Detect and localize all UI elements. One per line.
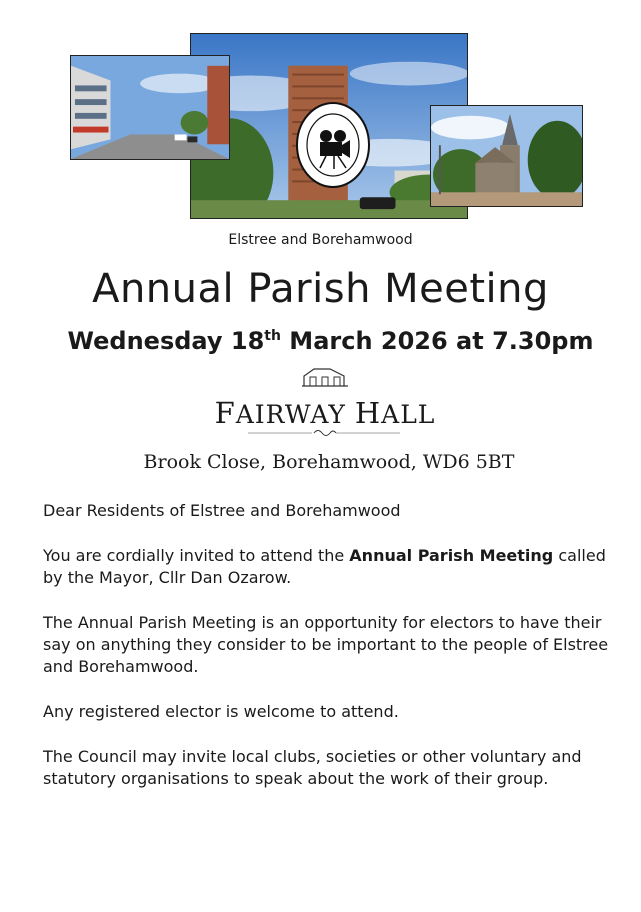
venue-initial-f: F bbox=[214, 396, 236, 430]
greeting-paragraph: Dear Residents of Elstree and Borehamwood bbox=[43, 501, 401, 520]
invite-pre: You are cordially invited to attend the bbox=[43, 546, 350, 565]
church-photo bbox=[430, 105, 583, 207]
date-rest: March 2026 at 7.30pm bbox=[280, 327, 594, 355]
shopping-street-photo bbox=[70, 55, 230, 160]
council-seal-icon bbox=[296, 102, 370, 188]
date-prefix: Wednesday 18 bbox=[67, 327, 265, 355]
invite-bold: Annual Parish Meeting bbox=[349, 546, 554, 565]
page-title: Annual Parish Meeting bbox=[92, 266, 549, 312]
venue-name bbox=[0, 396, 641, 430]
letter-body bbox=[43, 500, 615, 813]
town-subtitle: Elstree and Borehamwood bbox=[228, 232, 413, 248]
ornament-divider-icon bbox=[248, 427, 400, 439]
council-paragraph: The Council may invite local clubs, societies or other voluntary and statutory organisations to speak about the work of their group. bbox=[43, 747, 582, 788]
electors-paragraph: Any registered elector is welcome to attend. bbox=[43, 702, 399, 721]
venue-initial-h: H bbox=[354, 396, 382, 430]
venue-name-mid: AIRWAY bbox=[235, 400, 355, 429]
date-suffix: th bbox=[264, 328, 281, 344]
invite-paragraph bbox=[43, 545, 615, 589]
venue-address: Brook Close, Borehamwood, WD6 5BT bbox=[143, 451, 515, 473]
venue-name-end: ALL bbox=[381, 400, 436, 429]
invite-post: called by the Mayor, Cllr Dan Ozarow. bbox=[43, 546, 606, 587]
opportunity-paragraph: The Annual Parish Meeting is an opportunity for electors to have their say on anything they consider to be important to the people of Elstree and Borehamwood. bbox=[43, 613, 609, 676]
hall-building-icon bbox=[300, 366, 350, 390]
meeting-date bbox=[0, 327, 641, 355]
